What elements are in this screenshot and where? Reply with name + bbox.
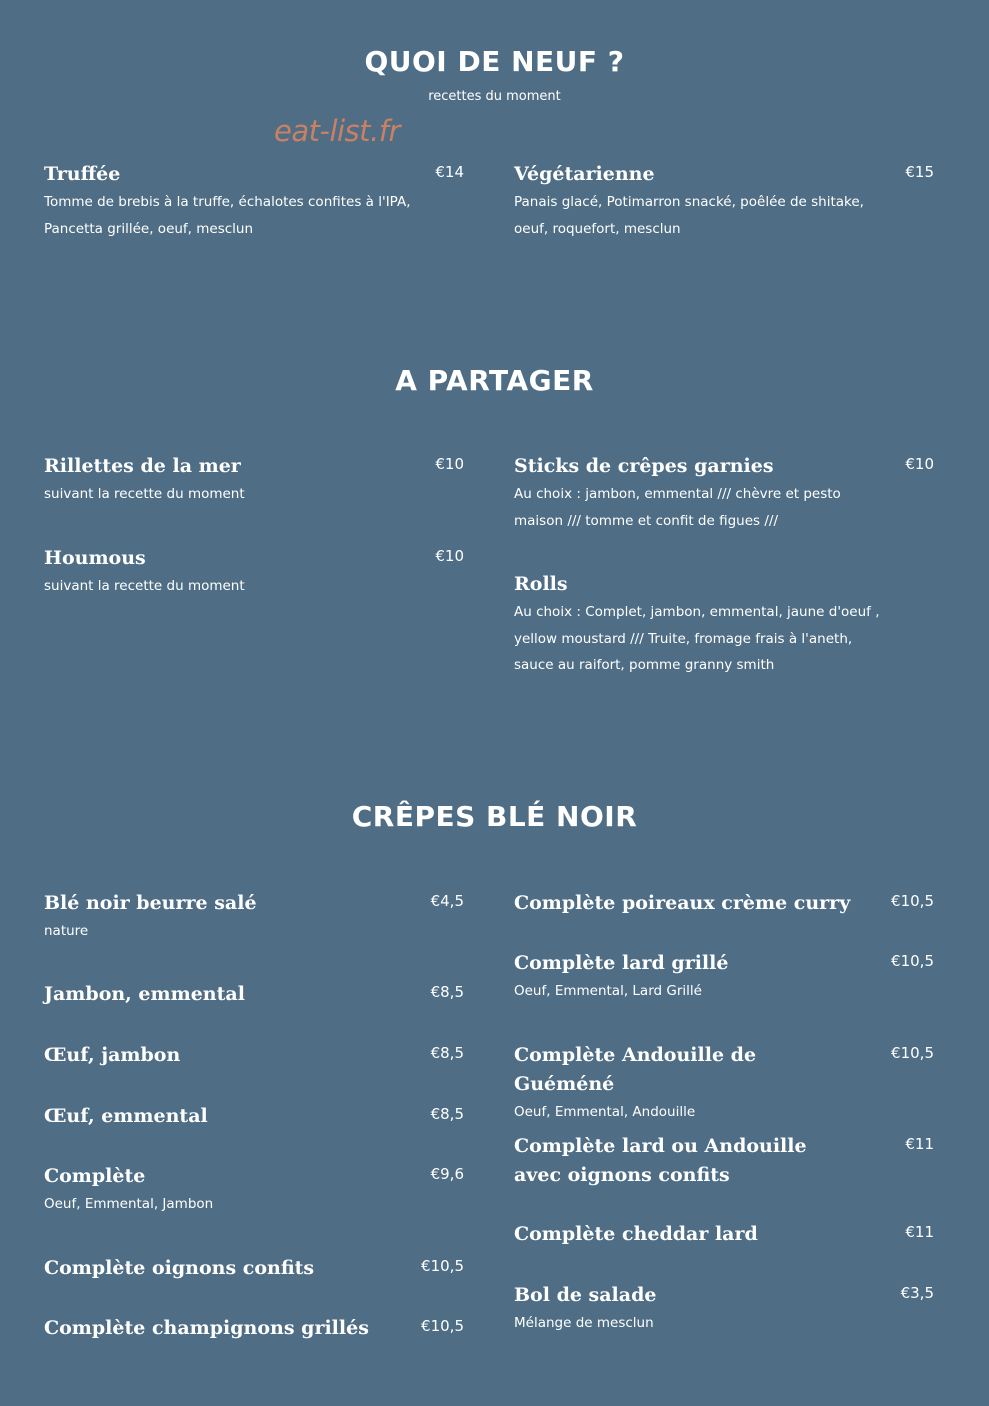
item-name: Jambon, emmental [44,983,245,1005]
item-price: €10,5 [891,892,934,910]
item-price: €9,6 [430,1165,464,1183]
item-price: €10 [435,455,464,473]
item-price: €10,5 [891,1044,934,1062]
item-name: Complète poireaux crème curry [514,892,851,914]
item-price: €14 [435,163,464,181]
item-name: Œuf, emmental [44,1105,208,1127]
item-description: Oeuf, Emmental, Andouille [514,1104,696,1120]
item-name: Houmous [44,547,146,569]
item-name: Complète champignons grillés [44,1317,369,1339]
section-title-crepes: CRÊPES BLÉ NOIR [351,800,638,833]
item-name: Blé noir beurre salé [44,892,257,914]
menu-item [44,452,464,508]
menu-item [514,889,934,918]
section-title-nouveautes: QUOI DE NEUF ? [364,45,625,78]
item-name: Rolls [514,573,568,595]
item-description: Oeuf, Emmental, Jambon [44,1196,214,1212]
menu-item [44,1162,464,1218]
item-price: €8,5 [430,1105,464,1123]
item-description: Au choix : Complet, jambon, emmental, jaune d'oeuf , yellow moustard /// Truite, fromage frais à l'aneth, sauce au raifort, pomme granny smith [514,604,880,673]
menu-item [514,1041,934,1126]
menu-item [44,889,464,945]
item-name: Complète lard grillé [514,952,729,974]
item-description: nature [44,923,89,939]
item-description: Mélange de mesclun [514,1315,654,1331]
item-name: Sticks de crêpes garnies [514,455,774,477]
menu-item [44,1102,464,1131]
menu-item [44,980,464,1009]
menu-item [514,160,934,242]
item-name: Bol de salade [514,1284,657,1306]
item-description: Au choix : jambon, emmental /// chèvre et pesto maison /// tomme et confit de figues /// [514,486,841,529]
menu-item [514,1281,934,1337]
item-name: Complète cheddar lard [514,1223,758,1245]
item-description: Oeuf, Emmental, Lard Grillé [514,983,702,999]
item-price: €10,5 [891,952,934,970]
item-name: Œuf, jambon [44,1044,181,1066]
menu-item [514,570,934,679]
menu-item [44,1041,464,1070]
item-name: Truffée [44,163,121,185]
item-description: Tomme de brebis à la truffe, échalotes confites à l'IPA, Pancetta grillée, oeuf, mesclun [44,194,411,237]
item-price: €3,5 [900,1284,934,1302]
item-price: €11 [905,1223,934,1241]
item-name: Végétarienne [514,163,655,185]
item-price: €10,5 [421,1317,464,1335]
menu-item [514,949,934,1005]
item-description: suivant la recette du moment [44,578,245,594]
menu-item [44,160,464,242]
item-price: €10 [435,547,464,565]
item-price: €8,5 [430,983,464,1001]
item-price: €10 [905,455,934,473]
watermark: eat-list.fr [274,114,400,148]
menu-item [514,1220,934,1249]
menu-item [44,1254,464,1283]
menu-item [44,1314,464,1343]
item-description: Panais glacé, Potimarron snacké, poêlée de shitake, oeuf, roquefort, mesclun [514,194,864,237]
item-name: Complète oignons confits [44,1257,315,1279]
item-price: €11 [905,1135,934,1153]
item-description: suivant la recette du moment [44,486,245,502]
item-name: Complète lard ou Andouille avec oignons confits [514,1135,807,1186]
menu-item [514,452,934,534]
item-name: Complète Andouille de Guéméné [514,1044,757,1095]
section-title-partager: A PARTAGER [395,364,594,397]
item-price: €4,5 [430,892,464,910]
section-subtitle-nouveautes: recettes du moment [428,89,561,104]
menu-item [44,544,464,600]
item-price: €8,5 [430,1044,464,1062]
item-name: Rillettes de la mer [44,455,241,477]
item-name: Complète [44,1165,146,1187]
item-price: €15 [905,163,934,181]
item-price: €10,5 [421,1257,464,1275]
menu-item [514,1132,934,1190]
